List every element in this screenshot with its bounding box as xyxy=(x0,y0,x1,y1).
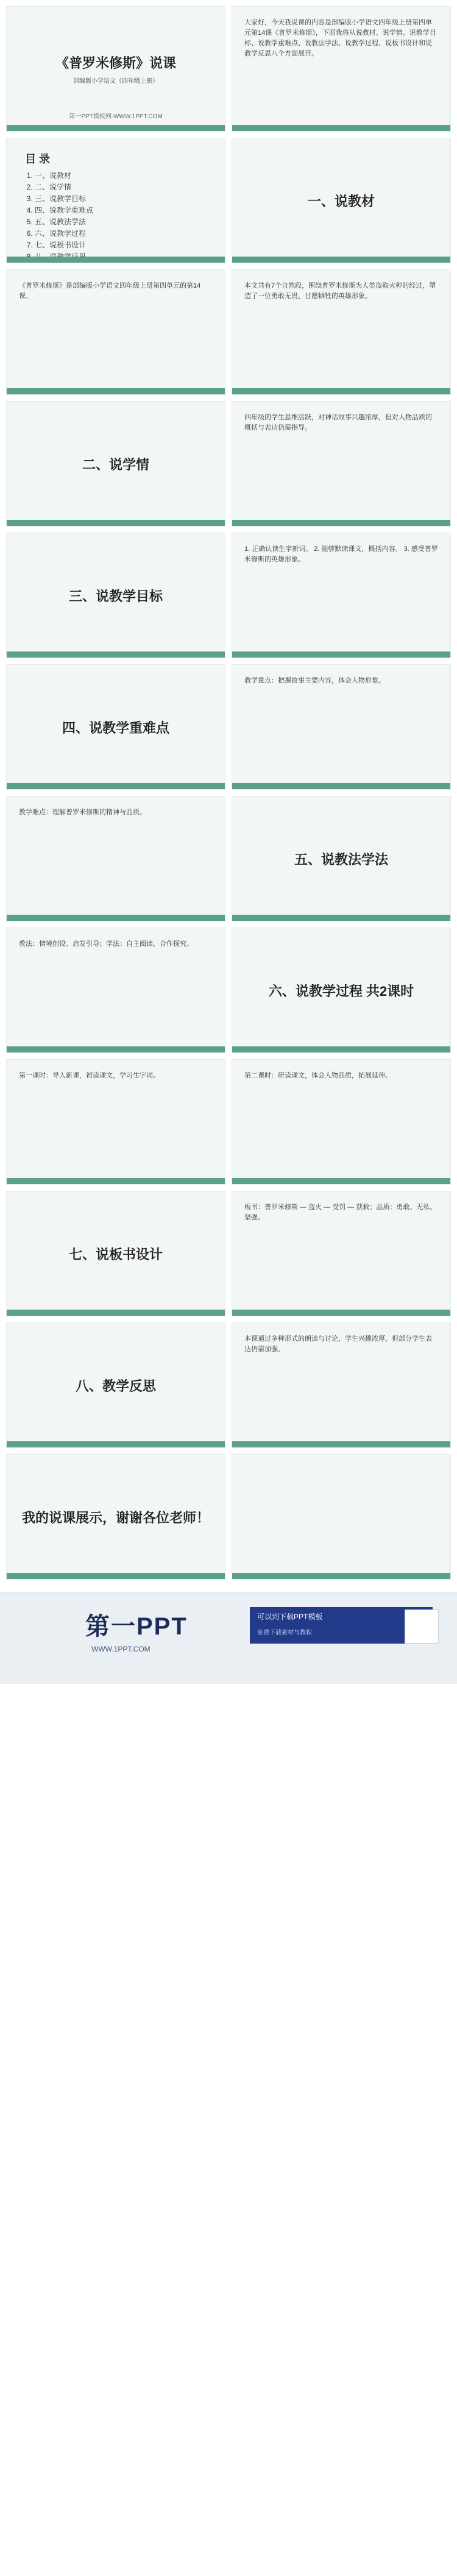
slide-4 xyxy=(232,138,451,263)
slide-text: 1. 正确认读生字新词。 2. 能够默读课文，概括内容。 3. 感受普罗米修斯的英雄形象。 xyxy=(244,545,438,564)
section-title: 二、说学情 xyxy=(82,456,149,472)
slide-title: 《普罗米修斯》说课 xyxy=(55,55,176,71)
slide-21 xyxy=(6,1322,225,1448)
promo-caption: 可以到下载PPT模板 xyxy=(257,1613,323,1621)
promo-subtitle: 免费下载素材与教程 xyxy=(257,1629,312,1636)
slide-bar xyxy=(232,1046,450,1052)
slide-text: 本课通过多种形式的朗读与讨论，学生兴趣浓厚，但部分学生表达仍需加强。 xyxy=(244,1335,432,1354)
toc-item: 2. 二、说学情 xyxy=(35,182,207,192)
section-title: 八、教学反思 xyxy=(75,1378,156,1394)
slide-bar xyxy=(232,1573,450,1579)
slide-text: 《普罗米修斯》是部编版小学语文四年级上册第四单元的第14课。 xyxy=(19,282,201,300)
slide-15 xyxy=(6,928,225,1053)
section-title: 六、说教学过程 共2课时 xyxy=(268,983,414,999)
slide-bar xyxy=(232,520,450,526)
slide-text: 教学难点：理解普罗米修斯的精神与品质。 xyxy=(19,809,146,816)
slide-text: 四年级的学生思维活跃，对神话故事兴趣浓厚，但对人物品质的概括与表达仍需指导。 xyxy=(244,414,432,432)
toc-title: 目 录 xyxy=(25,153,51,165)
slide-24-placeholder xyxy=(232,1454,451,1580)
brand-logo: 第一PPT xyxy=(85,1613,188,1640)
slide-6 xyxy=(232,269,451,395)
section-title: 四、说教学重难点 xyxy=(62,720,169,736)
slide-10 xyxy=(232,533,451,658)
slide-bar xyxy=(232,125,450,131)
slide-bar xyxy=(7,915,225,921)
closing-title: 我的说课展示，谢谢各位老师！ xyxy=(21,1510,210,1525)
slide-8 xyxy=(232,401,451,527)
slide-7 xyxy=(6,401,225,527)
slide-text: 教法：情境创设、启发引导；学法：自主阅读、合作探究。 xyxy=(19,940,193,948)
toc-item: 7. 七、说板书设计 xyxy=(35,240,207,250)
slide-footer: 第一PPT模板网-WWW.1PPT.COM xyxy=(69,113,163,120)
slide-bar xyxy=(7,1046,225,1052)
slide-bar xyxy=(232,257,450,263)
slide-bar xyxy=(7,783,225,789)
section-title: 一、说教材 xyxy=(307,193,375,209)
slide-14 xyxy=(232,796,451,921)
slide-bar xyxy=(7,1178,225,1184)
slide-13 xyxy=(6,796,225,921)
slide-bar xyxy=(232,915,450,921)
slide-bar xyxy=(7,125,225,131)
slide-bar xyxy=(232,1310,450,1316)
toc-item: 6. 六、说教学过程 xyxy=(35,228,207,238)
toc-list xyxy=(25,170,207,261)
slide-23 xyxy=(6,1454,225,1580)
slide-bar xyxy=(7,257,225,263)
slide-18 xyxy=(232,1059,451,1185)
slide-bar xyxy=(232,783,450,789)
slide-bar xyxy=(7,388,225,394)
site-footer xyxy=(0,1592,457,1684)
section-title: 七、说板书设计 xyxy=(68,1246,163,1262)
slide-bar xyxy=(7,1441,225,1447)
slide-text: 大家好，今天我说课的内容是部编版小学语文四年级上册第四单元第14课《普罗米修斯》，下面我将从说教材、说学情、说教学目标、说教学重难点、说教法学法、说教学过程、说板书设计和说教学反思八个方面展开。 xyxy=(244,19,436,58)
slide-11 xyxy=(6,664,225,790)
slide-2 xyxy=(232,6,451,132)
slide-bar xyxy=(232,1441,450,1447)
qr-code xyxy=(405,1609,439,1644)
slide-text: 本文共有7个自然段，围绕普罗米修斯为人类盗取火种的经过，塑造了一位勇敢无畏、甘愿牺牲的英雄形象。 xyxy=(244,282,436,300)
toc-item: 3. 三、说教学目标 xyxy=(35,193,207,204)
section-title: 五、说教法学法 xyxy=(294,851,388,867)
slide-3 xyxy=(6,138,225,263)
slide-bar xyxy=(7,1310,225,1316)
slide-5 xyxy=(6,269,225,395)
slide-1 xyxy=(6,6,225,132)
slide-text: 教学重点：把握故事主要内容，体会人物形象。 xyxy=(244,677,385,684)
slide-20 xyxy=(232,1191,451,1316)
slide-19 xyxy=(6,1191,225,1316)
toc-item: 5. 五、说教法学法 xyxy=(35,216,207,227)
slide-9 xyxy=(6,533,225,658)
slide-subtitle: 部编版小学语文（四年级上册） xyxy=(73,78,158,85)
slide-bar xyxy=(7,520,225,526)
slide-bar xyxy=(7,1573,225,1579)
slide-bar xyxy=(7,651,225,658)
slide-16 xyxy=(232,928,451,1053)
toc xyxy=(7,138,225,263)
section-title: 三、说教学目标 xyxy=(68,588,163,604)
slide-17 xyxy=(6,1059,225,1185)
slide-12 xyxy=(232,664,451,790)
slide-bar xyxy=(232,1178,450,1184)
slide-bar xyxy=(232,388,450,394)
slide-22 xyxy=(232,1322,451,1448)
slide-text: 板书：普罗米修斯 — 盗火 — 受罚 — 获救；品质：勇敢、无私、坚强。 xyxy=(244,1204,437,1222)
brand-slogan: WWW.1PPT.COM xyxy=(91,1645,151,1653)
slide-bar xyxy=(232,651,450,658)
slide-text: 第一课时：导入新课，初读课文，学习生字词。 xyxy=(19,1072,160,1079)
slide-text: 第二课时：研读课文，体会人物品质，拓展延伸。 xyxy=(244,1072,392,1079)
toc-item: 1. 一、说教材 xyxy=(35,170,207,180)
toc-item: 4. 四、说教学重难点 xyxy=(35,205,207,215)
